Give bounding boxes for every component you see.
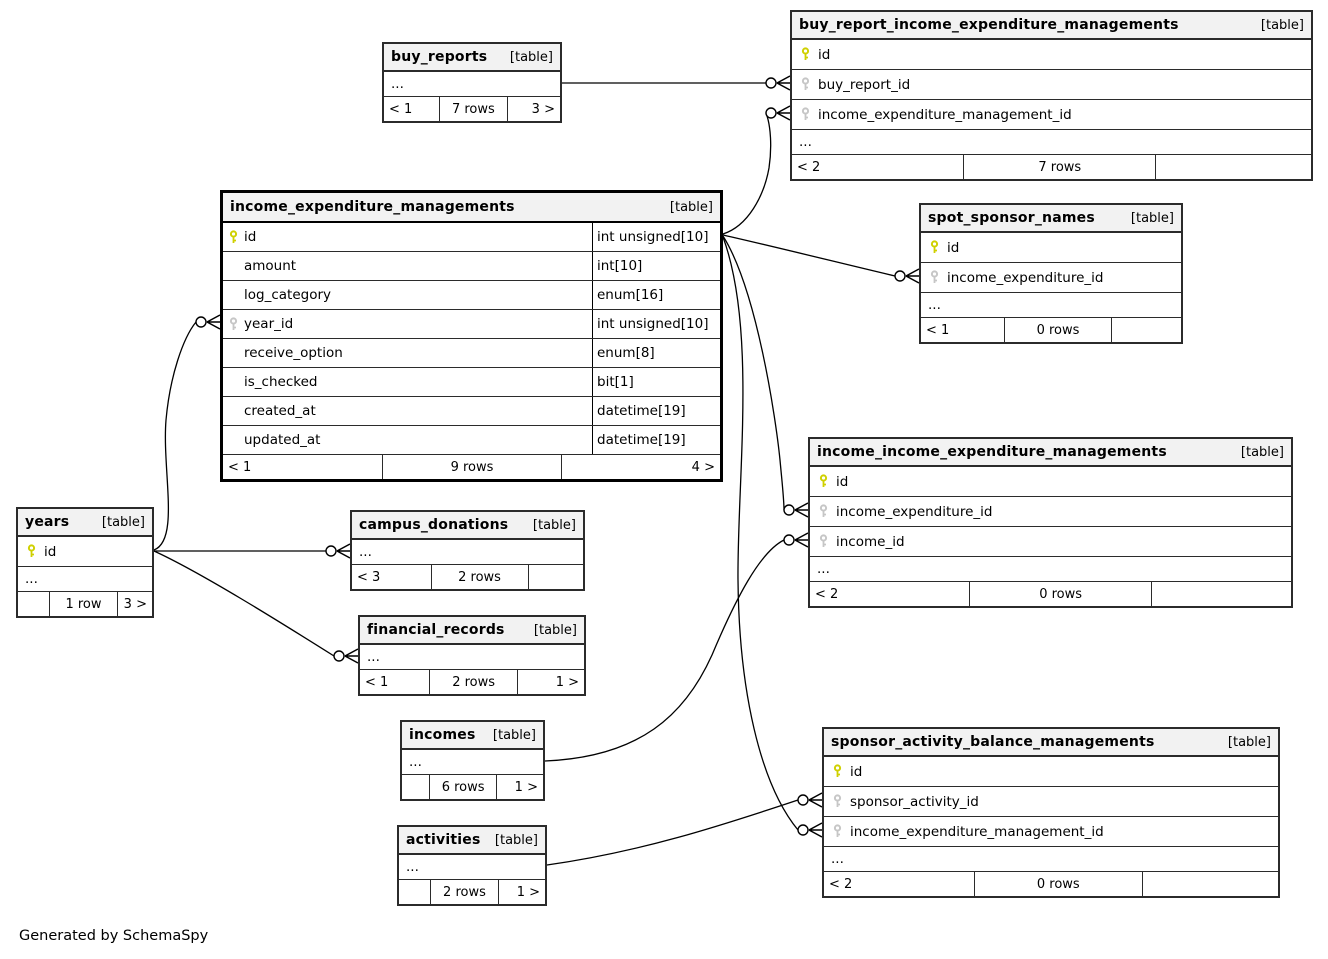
column-row — [223, 223, 720, 252]
more-columns-row — [810, 557, 1291, 582]
rel-iem-to-buy_report_iem — [723, 113, 771, 234]
table-buy_report_income_expenditure_managements[interactable] — [790, 10, 1313, 181]
table-tag: [table] — [101, 514, 145, 530]
column-type: datetime[19] — [592, 397, 720, 425]
column-name: id — [836, 473, 849, 490]
rel-iem-to-income_iem — [723, 236, 784, 510]
footer-parents: < 3 — [357, 569, 381, 585]
column-name: amount — [244, 258, 297, 274]
more-columns-row — [384, 72, 560, 97]
table-tag: [table] — [669, 199, 713, 215]
more-columns-row — [352, 540, 583, 565]
more-columns-row — [824, 847, 1278, 872]
ellipsis: ... — [359, 544, 372, 560]
column-row — [810, 527, 1291, 557]
table-incomes[interactable] — [400, 720, 545, 801]
footer-rowcount: 2 rows — [429, 670, 516, 694]
ellipsis: ... — [25, 571, 38, 587]
column-row — [792, 70, 1311, 100]
column-row — [824, 817, 1278, 847]
table-tag: [table] — [1227, 734, 1271, 750]
footer-children: 4 > — [561, 455, 720, 479]
ellipsis: ... — [406, 859, 419, 875]
table-name[interactable]: spot_sponsor_names — [928, 210, 1095, 226]
primary-key-icon — [921, 240, 947, 255]
table-header — [384, 44, 560, 72]
column-type: enum[8] — [592, 339, 720, 367]
primary-key-icon — [810, 474, 836, 489]
table-tag: [table] — [492, 727, 536, 743]
rel-years-to-financial_records — [154, 551, 334, 656]
table-income_income_expenditure_managements[interactable] — [808, 437, 1293, 608]
primary-key-icon — [824, 764, 850, 779]
column-name: is_checked — [244, 374, 318, 390]
footer-rowcount: 7 rows — [963, 155, 1155, 179]
column-name: receive_option — [244, 345, 343, 361]
footer-children — [1111, 318, 1181, 342]
table-spot_sponsor_names[interactable] — [919, 203, 1183, 344]
footer-rowcount: 2 rows — [431, 565, 528, 589]
more-columns-row — [360, 645, 584, 670]
table-tag: [table] — [533, 622, 577, 638]
table-tag: [table] — [1240, 444, 1284, 460]
foreign-key-icon — [921, 270, 947, 285]
foreign-key-icon — [824, 824, 850, 839]
column-name: id — [244, 229, 257, 245]
footer-parents: < 1 — [926, 322, 950, 338]
column-row — [223, 339, 720, 368]
footer-children — [1151, 582, 1290, 606]
more-columns-row — [921, 293, 1181, 318]
table-sponsor_activity_balance_managements[interactable] — [822, 727, 1280, 898]
footer-rowcount: 0 rows — [969, 582, 1152, 606]
table-financial_records[interactable] — [358, 615, 586, 696]
column-name: updated_at — [244, 432, 321, 448]
table-header — [921, 205, 1181, 233]
column-name: income_expenditure_management_id — [818, 106, 1072, 123]
ellipsis: ... — [799, 134, 812, 150]
ellipsis: ... — [817, 561, 830, 577]
table-header — [399, 827, 545, 855]
column-row — [223, 252, 720, 281]
table-header — [402, 722, 543, 750]
table-footer — [352, 565, 583, 589]
table-footer — [360, 670, 584, 694]
table-tag: [table] — [1260, 17, 1304, 33]
footer-children: 1 > — [496, 775, 543, 799]
table-years[interactable] — [16, 507, 154, 618]
footer-children: 1 > — [498, 880, 545, 904]
table-footer — [399, 880, 545, 904]
column-type: bit[1] — [592, 368, 720, 396]
foreign-key-icon — [792, 77, 818, 92]
table-header — [792, 12, 1311, 40]
column-row — [792, 40, 1311, 70]
table-footer — [18, 592, 152, 616]
table-header — [352, 512, 583, 540]
table-name[interactable]: financial_records — [367, 622, 505, 638]
footer-children — [1142, 872, 1278, 896]
column-row — [223, 281, 720, 310]
table-footer — [402, 775, 543, 799]
table-tag: [table] — [494, 832, 538, 848]
column-name: sponsor_activity_id — [850, 793, 979, 810]
table-name[interactable]: campus_donations — [359, 517, 509, 533]
foreign-key-icon — [824, 794, 850, 809]
table-header — [223, 193, 720, 223]
table-activities[interactable] — [397, 825, 547, 906]
column-name: id — [44, 543, 57, 560]
more-columns-row — [18, 567, 152, 592]
footer-rowcount: 1 row — [49, 592, 117, 616]
footer-parents: < 1 — [365, 674, 389, 690]
column-name: income_expenditure_id — [947, 269, 1104, 286]
foreign-key-icon — [810, 534, 836, 549]
table-name[interactable]: incomes — [409, 727, 476, 743]
footer-rowcount: 2 rows — [430, 880, 499, 904]
table-footer — [824, 872, 1278, 896]
column-name: id — [818, 46, 831, 63]
table-tag: [table] — [1130, 210, 1174, 226]
table-income_expenditure_managements[interactable] — [220, 190, 723, 482]
footer-rowcount: 6 rows — [429, 775, 497, 799]
table-name[interactable]: buy_reports — [391, 49, 488, 65]
footer-children: 1 > — [517, 670, 584, 694]
table-tag: [table] — [532, 517, 576, 533]
column-name: id — [947, 239, 960, 256]
column-name: year_id — [244, 316, 294, 332]
table-name[interactable]: income_expenditure_managements — [230, 199, 515, 215]
column-type: int unsigned[10] — [592, 223, 720, 251]
table-header — [18, 509, 152, 537]
footer-rowcount: 0 rows — [1004, 318, 1111, 342]
column-name: log_category — [244, 287, 331, 303]
column-row — [792, 100, 1311, 130]
table-footer — [223, 455, 720, 479]
table-header — [824, 729, 1278, 757]
footer-children: 3 > — [117, 592, 152, 616]
table-header — [360, 617, 584, 645]
footer-rowcount: 9 rows — [382, 455, 561, 479]
footer-parents: < 2 — [797, 159, 821, 175]
table-name[interactable]: buy_report_income_expenditure_managements — [799, 17, 1179, 33]
table-footer — [810, 582, 1291, 606]
table-name[interactable]: activities — [406, 832, 481, 848]
more-columns-row — [399, 855, 545, 880]
primary-key-icon — [223, 230, 244, 245]
ellipsis: ... — [409, 754, 422, 770]
primary-key-icon — [792, 47, 818, 62]
table-name[interactable]: years — [25, 514, 70, 530]
more-columns-row — [402, 750, 543, 775]
footer-children: 3 > — [507, 97, 560, 121]
column-type: int[10] — [592, 252, 720, 280]
column-name: id — [850, 763, 863, 780]
column-name: income_id — [836, 533, 905, 550]
footer-parents: < 2 — [815, 586, 839, 602]
table-footer — [921, 318, 1181, 342]
column-row — [223, 397, 720, 426]
rel-activities-to-sponsor_activity_balance — [547, 800, 798, 865]
footer-rowcount: 7 rows — [439, 97, 508, 121]
column-row — [810, 497, 1291, 527]
column-row — [18, 537, 152, 567]
column-row — [810, 467, 1291, 497]
column-row — [921, 263, 1181, 293]
table-footer — [384, 97, 560, 121]
ellipsis: ... — [928, 297, 941, 313]
footer-parents: < 2 — [829, 876, 853, 892]
rel-years-to-iem — [154, 322, 196, 550]
foreign-key-icon — [792, 107, 818, 122]
table-tag: [table] — [509, 49, 553, 65]
column-name: income_expenditure_management_id — [850, 823, 1104, 840]
column-row — [921, 233, 1181, 263]
foreign-key-icon — [223, 317, 244, 332]
column-row — [223, 368, 720, 397]
column-row — [824, 787, 1278, 817]
ellipsis: ... — [831, 851, 844, 867]
column-type: enum[16] — [592, 281, 720, 309]
column-name: buy_report_id — [818, 76, 911, 93]
table-name[interactable]: income_income_expenditure_managements — [817, 444, 1167, 460]
column-name: created_at — [244, 403, 316, 419]
column-row — [223, 310, 720, 339]
rel-iem-to-spot_sponsor_names — [723, 235, 895, 276]
column-type: datetime[19] — [592, 426, 720, 454]
column-name: income_expenditure_id — [836, 503, 993, 520]
table-name[interactable]: sponsor_activity_balance_managements — [831, 734, 1155, 750]
primary-key-icon — [18, 544, 44, 559]
table-footer — [792, 155, 1311, 179]
footer-parents — [402, 775, 429, 799]
footer-parents — [18, 592, 49, 616]
rel-iem-to-sponsor_activity_balance — [723, 237, 798, 830]
footer-parents — [399, 880, 430, 904]
ellipsis: ... — [391, 76, 404, 92]
footer-parents: < 1 — [389, 101, 413, 117]
column-row — [824, 757, 1278, 787]
foreign-key-icon — [810, 504, 836, 519]
ellipsis: ... — [367, 649, 380, 665]
table-buy_reports[interactable] — [382, 42, 562, 123]
column-row — [223, 426, 720, 455]
footer-rowcount: 0 rows — [974, 872, 1142, 896]
footer-children — [528, 565, 583, 589]
more-columns-row — [792, 130, 1311, 155]
footer-parents: < 1 — [228, 459, 252, 475]
footer-children — [1155, 155, 1311, 179]
generated-by-label: Generated by SchemaSpy — [19, 928, 209, 944]
table-header — [810, 439, 1291, 467]
column-type: int unsigned[10] — [592, 310, 720, 338]
table-campus_donations[interactable] — [350, 510, 585, 591]
